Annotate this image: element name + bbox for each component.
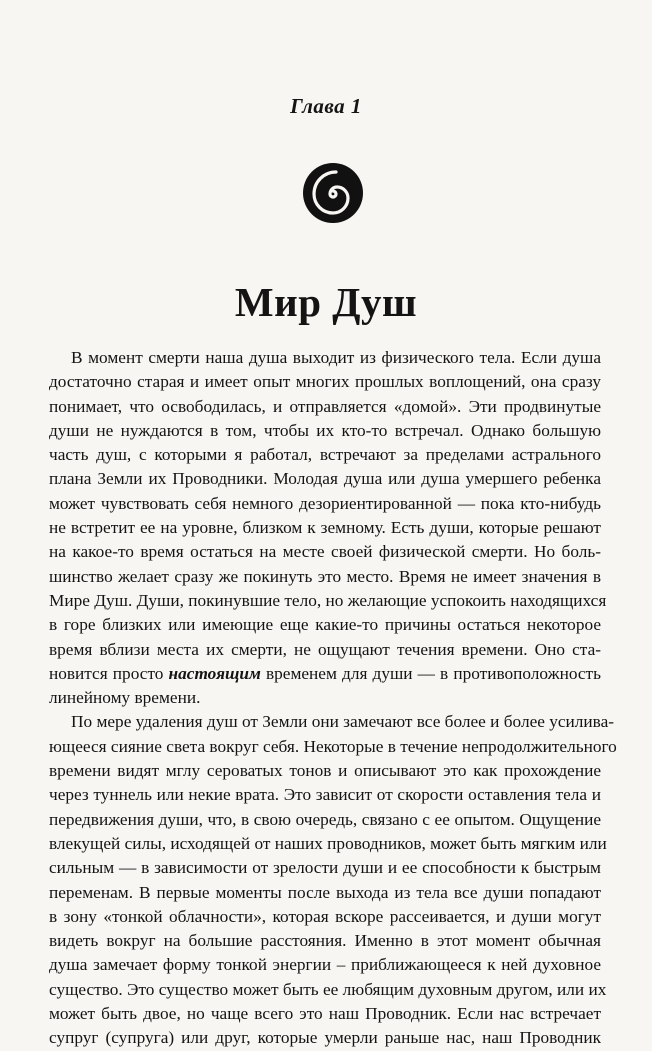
text-line: ющееся сияние света вокруг себя. Некоторые в течение непродолжительного (49, 736, 617, 756)
text-line: души не нуждаются в том, чтобы их кто-то встречал. Однако большую (49, 420, 601, 440)
text-line: плана Земли их Проводники. Молодая душа или душа умершего ребенка (49, 469, 601, 489)
text-line: видеть вокруг на большие расстояния. Именно в этот момент обычная (49, 931, 601, 951)
text-line: шинство желает сразу же покинуть это место. Время не имеет значения в (49, 566, 601, 586)
text-line: время вблизи места их смерти, не ощущают течения времени. Оно ста- (49, 639, 601, 659)
spiral-icon (302, 162, 364, 224)
text-line: По мере удаления душ от Земли они замечают все более и более усилива- (71, 712, 615, 732)
text-line: достаточно старая и имеет опыт многих прошлых воплощений, она сразу (49, 372, 601, 392)
text-line: не встретит ее на уровне, близком к земному. Есть души, которые решают (49, 518, 601, 538)
text-line: часть душ, с которыми я работал, встречают за пределами астрального (49, 445, 601, 465)
text-fragment: новится просто (49, 663, 164, 683)
text-fragment: временем для души — в противоположность (265, 663, 601, 683)
text-line-with-emphasis (49, 662, 601, 686)
text-line: может чувствовать себя немного дезориентированной — пока кто-нибудь (49, 493, 601, 513)
text-line: переменам. В первые моменты после выхода из тела все души попадают (49, 882, 601, 902)
text-line: на какое-то время остаться на месте своей физической смерти. Но боль- (49, 542, 601, 562)
chapter-label: Глава 1 (290, 94, 362, 118)
text-line: душа замечает форму тонкой энергии – приближающееся к ней духовное (49, 955, 601, 975)
text-line: В момент смерти наша душа выходит из физического тела. Если душа (71, 348, 601, 367)
text-line: понимает, что освободилась, и отправляется «домой». Эти продвинутые (49, 396, 601, 416)
text-line: в горе близких или имеющие еще какие-то причины остаться некоторое (49, 615, 601, 635)
text-line: в зону «тонкой облачности», которая вскоре рассеивается, и души могут (49, 906, 601, 926)
paragraph-1 (49, 346, 607, 710)
text-line: влекущей силы, исходящей от наших проводников, может быть мягким или (49, 833, 607, 853)
text-line: может быть двое, но чаще всего это наш Проводник. Если нас встречает (49, 1004, 601, 1024)
chapter-title: Мир Душ (234, 279, 418, 325)
text-line: существо. Это существо может быть ее любящим духовным другом, или их (49, 979, 607, 999)
text-line: супруг (супруга) или друг, которые умерли раньше нас, наш Проводник (49, 1028, 601, 1048)
text-line: передвижения души, что, в свою очередь, связано с ее опытом. Ощущение (49, 809, 601, 829)
body-text (49, 346, 617, 1051)
text-line: сильным — в зависимости от зрелости души и ее способности к быстрым (49, 858, 601, 878)
emphasis-word: настоящим (168, 663, 261, 683)
text-line: Мире Душ. Души, покинувшие тело, но желающие успокоить находящихся (49, 590, 607, 610)
text-line: линейному времени. (49, 688, 201, 708)
text-line: через туннель или некие врата. Это зависит от скорости оставления тела и (49, 785, 601, 805)
text-line: времени видят мглу сероватых тонов и описывают это как прохождение (49, 761, 601, 781)
